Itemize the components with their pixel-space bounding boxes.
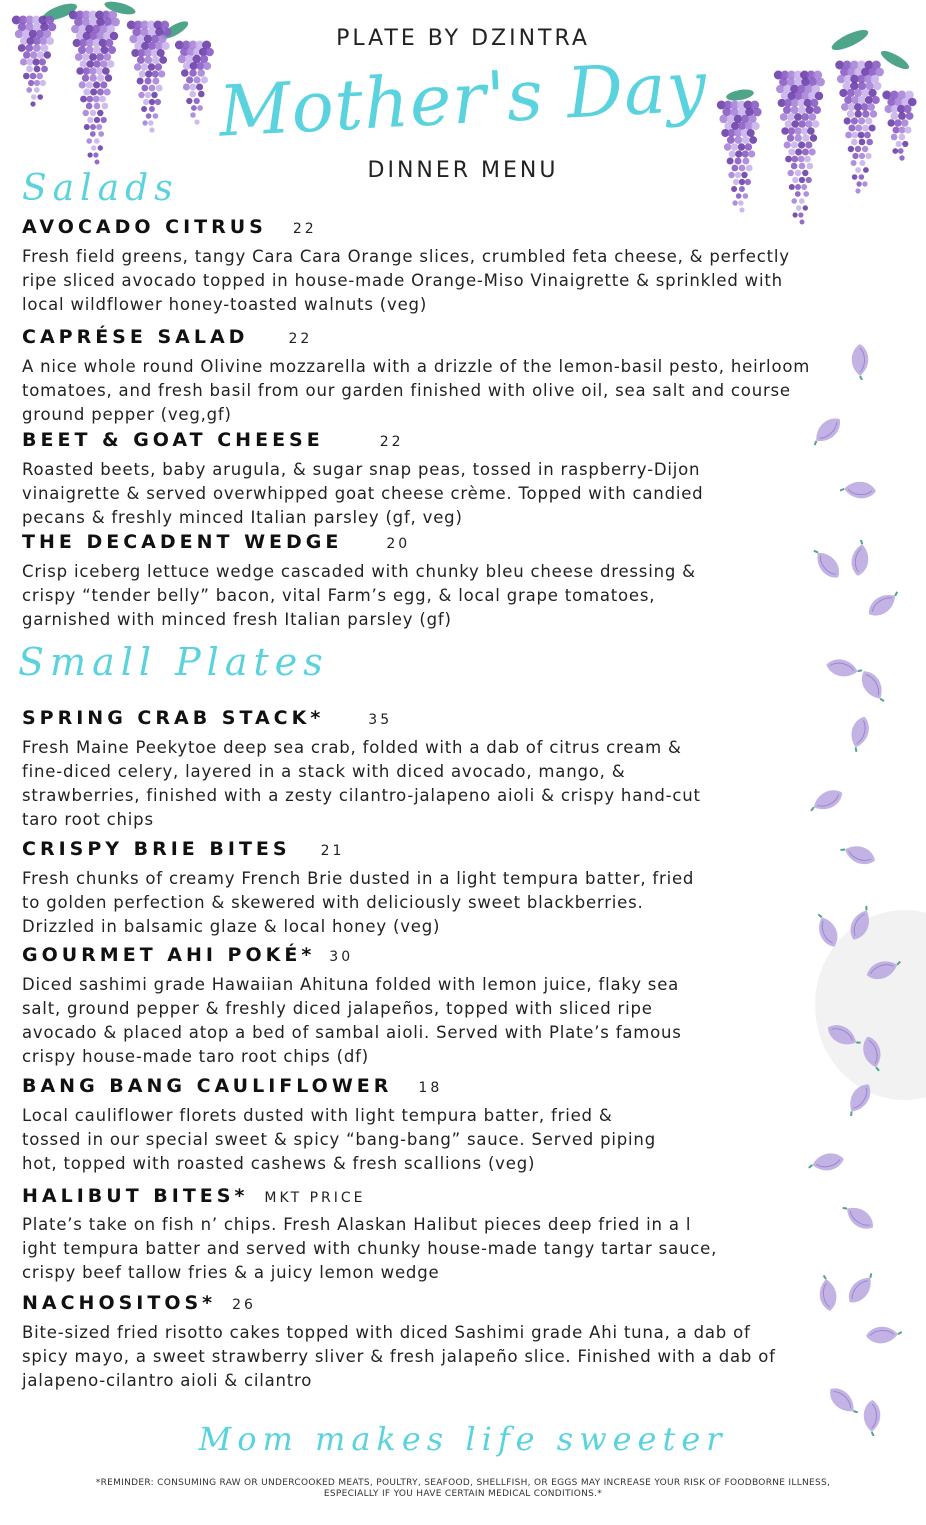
flower-petal-icon bbox=[840, 470, 880, 510]
disclaimer: *REMINDER: CONSUMING RAW OR UNDERCOOKED MEATS, POULTRY, SEAFOOD, SHELLFISH, OR EGGS MAY INCREASE YOUR RISK OF FOODBORNE ILLNESS, ESPECIALLY IF YOU HAVE CERTAIN MEDICAL CONDITIONS.* bbox=[95, 1478, 831, 1499]
menu-item-title: BEET & GOAT CHEESE 22 bbox=[22, 429, 404, 451]
menu-item-title: AVOCADO CITRUS 22 bbox=[22, 216, 317, 238]
menu-item-price: 22 bbox=[288, 331, 313, 347]
section-heading-salads: Salads bbox=[22, 168, 179, 209]
menu-item-price: MKT PRICE bbox=[264, 1190, 366, 1206]
flower-petal-icon bbox=[862, 950, 902, 990]
menu-item-title: THE DECADENT WEDGE 20 bbox=[22, 531, 411, 553]
menu-item-title: HALIBUT BITES* MKT PRICE bbox=[22, 1185, 366, 1207]
menu-item-description: Local cauliflower florets dusted with light tempura batter, fried & tossed in our special sweet & spicy “bang-bang” sauce. Served piping hot, topped with roasted cashews & fresh scallions (veg) bbox=[22, 1106, 656, 1173]
menu-item-title: CAPRÉSE SALAD 22 bbox=[22, 326, 313, 348]
menu-item-title: CRISPY BRIE BITES 21 bbox=[22, 838, 345, 860]
menu-item-description: Fresh field greens, tangy Cara Cara Orange slices, crumbled feta cheese, & perfectly ripe sliced avocado topped in house-made Orange-Miso Vinaigrette & sprinkled with local wildflower honey-toasted walnuts (veg) bbox=[22, 247, 790, 314]
menu-item-description: Fresh Maine Peekytoe deep sea crab, folded with a dab of citrus cream & fine-diced celery, layered in a stack with diced avocado, mango, & strawberries, finished with a zesty cilantro-jalapeno aioli & crispy hand-cut taro root chips bbox=[22, 738, 701, 829]
flower-petal-icon bbox=[840, 1078, 880, 1118]
menu-item-price: 18 bbox=[418, 1080, 443, 1096]
flower-petal-icon bbox=[840, 1270, 880, 1310]
flower-petal-icon bbox=[862, 1315, 902, 1355]
menu-item-description: A nice whole round Olivine mozzarella with a drizzle of the lemon-basil pesto, heirloom tomatoes, and fresh basil from our garden finished with olive oil, sea salt and course ground pepper (veg,gf) bbox=[22, 357, 811, 424]
flower-petal-icon bbox=[808, 1142, 848, 1182]
flower-petal-icon bbox=[840, 1198, 880, 1238]
flower-petal-icon bbox=[862, 585, 902, 625]
page-title: Mother's Day bbox=[216, 45, 710, 153]
menu-item-title: NACHOSITOS* 26 bbox=[22, 1292, 256, 1314]
menu-item-title: BANG BANG CAULIFLOWER 18 bbox=[22, 1075, 443, 1097]
flower-petal-icon bbox=[808, 780, 848, 820]
menu-item-price: 22 bbox=[379, 434, 404, 450]
flower-petal-icon bbox=[852, 1032, 892, 1072]
menu-item-price: 35 bbox=[368, 712, 393, 728]
menu-item-description: Crisp iceberg lettuce wedge cascaded with chunky bleu cheese dressing & crispy “tender belly” bacon, vital Farm’s egg, & local grape tomatoes, garnished with minced fresh Italian parsley (gf) bbox=[22, 562, 696, 629]
menu-item-price: 26 bbox=[232, 1297, 256, 1313]
section-heading-small-plates: Small Plates bbox=[18, 640, 329, 684]
menu-item-description: Fresh chunks of creamy French Brie dusted in a light tempura batter, fried to golden perfection & skewered with deliciously sweet blackberries. Drizzled in balsamic glaze & local honey (veg) bbox=[22, 869, 695, 936]
flower-petal-icon bbox=[840, 712, 880, 752]
flower-petal-icon bbox=[840, 540, 880, 580]
brand-name: PLATE BY DZINTRA bbox=[336, 26, 590, 51]
menu-item-title: SPRING CRAB STACK* 35 bbox=[22, 707, 393, 729]
menu-item-price: 30 bbox=[329, 949, 354, 965]
flower-petal-icon bbox=[840, 905, 880, 945]
menu-item-description: Plate’s take on fish n’ chips. Fresh Alaskan Halibut pieces deep fried in a l ight tempura batter and served with chunky house-made tangy tartar sauce, crispy beef tallow fries & a juicy lemon wedge bbox=[22, 1215, 718, 1282]
tagline: Mom makes life sweeter bbox=[198, 1420, 728, 1458]
flower-petal-icon bbox=[840, 835, 880, 875]
menu-item-price: 22 bbox=[292, 221, 317, 237]
flower-petal-icon bbox=[808, 410, 848, 450]
menu-item-description: Diced sashimi grade Hawaiian Ahituna folded with lemon juice, flaky sea salt, ground pepper & freshly diced jalapeños, topped with sliced ripe avocado & placed atop a bed of sambal aioli. Served with Plate’s famous crispy house-made taro root chips (df) bbox=[22, 975, 682, 1066]
menu-item-description: Bite-sized fried risotto cakes topped with diced Sashimi grade Ahi tuna, a dab of spicy mayo, a sweet strawberry sliver & fresh jalapeño slice. Finished with a dab of jalapeno-cilantro aioli & cilantro bbox=[22, 1323, 776, 1390]
flower-petal-icon bbox=[852, 665, 892, 705]
flower-petal-icon bbox=[852, 1396, 892, 1436]
menu-item-description: Roasted beets, baby arugula, & sugar snap peas, tossed in raspberry-Dijon vinaigrette & served overwhipped goat cheese crème. Topped with candied pecans & freshly minced Italian parsley (gf, veg) bbox=[22, 460, 704, 527]
menu-item-title: GOURMET AHI POKÉ* 30 bbox=[22, 944, 354, 966]
menu-subtitle: DINNER MENU bbox=[367, 158, 559, 183]
menu-item-price: 21 bbox=[320, 843, 345, 859]
menu-item-price: 20 bbox=[386, 536, 411, 552]
flower-petal-icon bbox=[840, 340, 880, 380]
